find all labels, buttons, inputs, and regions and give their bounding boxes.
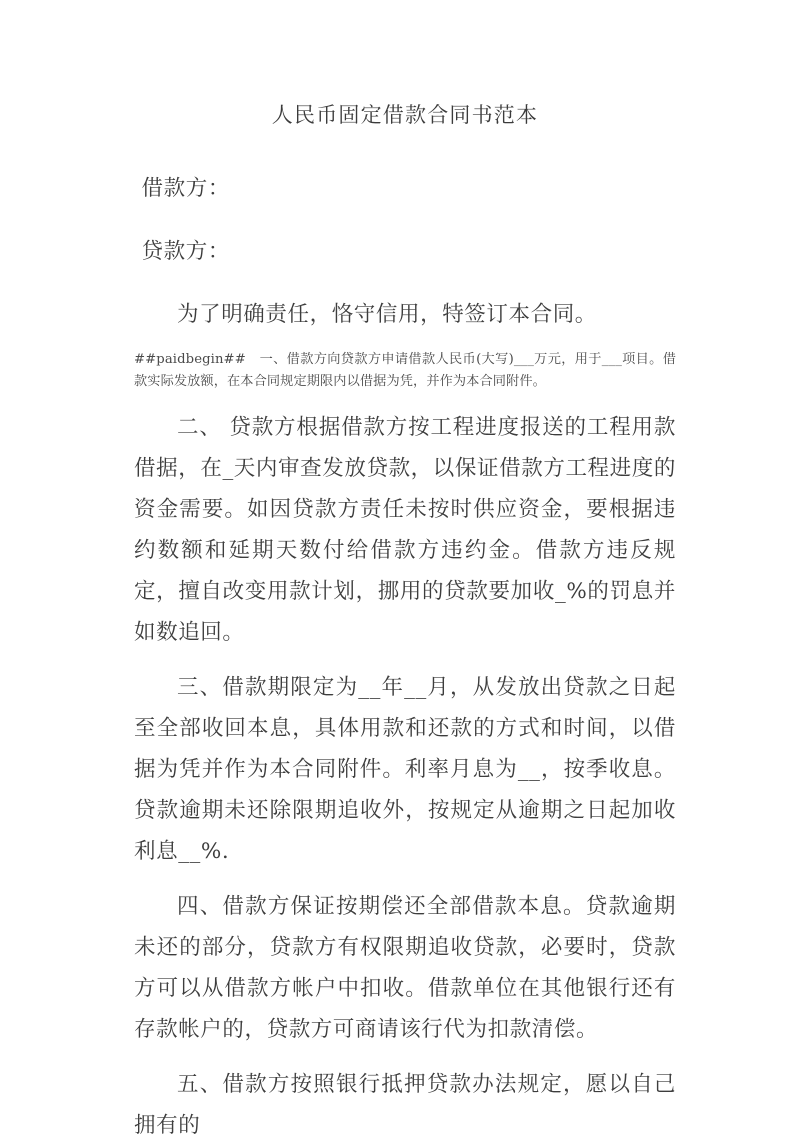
spacer <box>134 130 676 168</box>
clause-four: 四、借款方保证按期偿还全部借款本息。贷款逾期未还的部分，贷款方有权限期追收贷款，必要时，贷款方可以从借款方帐户中扣收。借款单位在其他银行还有存款帐户的，贷款方可商请该行代为扣款清偿。 <box>134 894 676 1042</box>
spacer <box>134 393 676 407</box>
clause-five: 五、借款方按照银行抵押贷款办法规定，愿以自己拥有的 <box>134 1072 676 1138</box>
clause-two: 二、 贷款方根据借款方按工程进度报送的工程用款借据，在_天内审查发放贷款，以保证借款方工程进度的资金需要。如因贷款方责任未按时供应资金，要根据违约数额和延期天数付给借款方违约金。借款方违反规定，擅自改变用款计划，挪用的贷款要加收_%的罚息并如数追回。 <box>134 415 676 645</box>
lender-label: 贷款方： <box>141 239 230 264</box>
spacer <box>134 1050 676 1064</box>
spacer <box>134 653 676 667</box>
paid-marker-paragraph: ##paidbegin## 一、借款方向贷款方申请借款人民币(大写)___万元，用于___项目。借款实际发放额，在本合同规定期限内以借据为凭，并作为本合同附件。 <box>134 352 676 389</box>
spacer <box>134 335 676 349</box>
borrower-label: 借款方： <box>141 176 230 201</box>
spacer <box>134 872 676 886</box>
spacer <box>134 272 676 294</box>
page-title: 人民币固定借款合同书范本 <box>271 103 539 127</box>
preamble-paragraph: 为了明确责任，恪守信用，特签订本合同。 <box>177 302 597 327</box>
spacer <box>134 209 676 231</box>
clause-three: 三、借款期限定为__年__月，从发放出贷款之日起至全部收回本息，具体用款和还款的方式和时间，以借据为凭并作为本合同附件。利率月息为__，按季收息。贷款逾期未还除限期追收外，按规定从逾期之日起加收利息__%. <box>134 675 676 864</box>
document-content <box>134 0 676 1146</box>
